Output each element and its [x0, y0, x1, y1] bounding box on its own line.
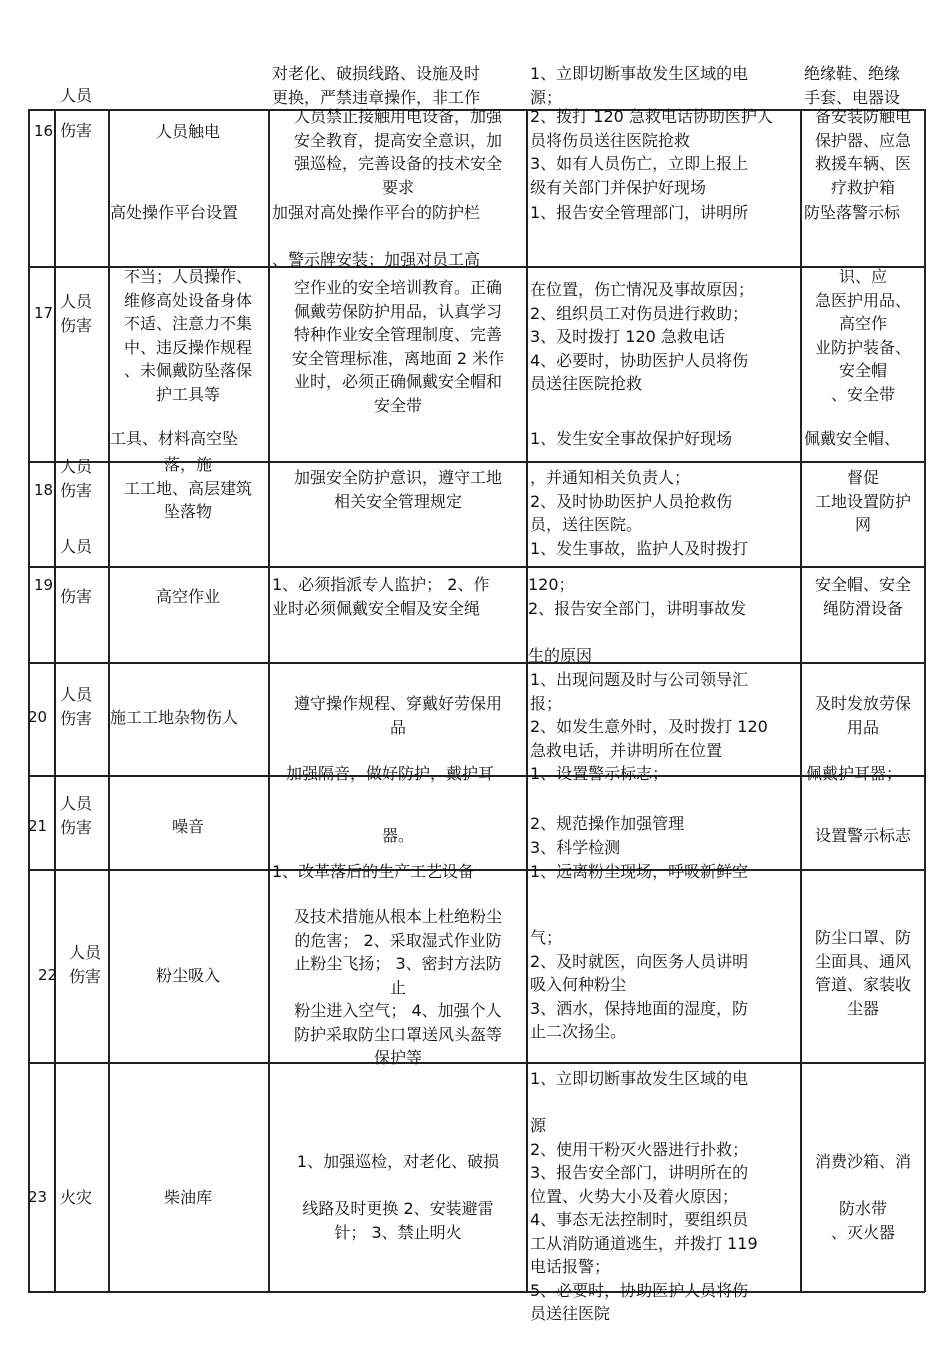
- accident-category: 人员 伤害: [60, 794, 93, 837]
- accident-category: 人员 伤害: [60, 292, 93, 335]
- row-divider: [28, 662, 925, 664]
- top-response: 1、立即切断事故发生区域的电 源；: [530, 64, 749, 107]
- column-divider: [54, 109, 56, 1292]
- emergency-response: 120； 2、报告安全部门，讲明事故发 生的原因: [528, 575, 747, 665]
- protective-equipment-continued: 防坠落警示标: [804, 203, 901, 222]
- accident-category-continued: 人员: [60, 537, 93, 556]
- emergency-response-continued: 1、发生事故，监护人及时拨打: [530, 539, 749, 558]
- top-protection: 绝缘鞋、绝缘 手套、电器设: [804, 64, 901, 107]
- emergency-response-continued: 1、远离粉尘现场，呼吸新鲜空: [530, 862, 749, 881]
- control-measures: 空作业的安全培训教育。正确 佩戴劳保防护用品，认真学习 特种作业安全管理制度、完善 安全管理标准，离地面 2 米作 业时，必须正确佩戴安全帽和 安全带: [291, 278, 505, 415]
- row-number: 17: [34, 304, 54, 322]
- protective-equipment: 备安装防触电 保护器、应急 救援车辆、医 疗救护箱: [814, 107, 911, 197]
- row-number: 20: [28, 708, 48, 726]
- emergency-response-continued: 1、发生安全事故保护好现场: [530, 429, 733, 448]
- hazard-source-continued: 高处操作平台设置: [110, 203, 239, 222]
- column-divider: [924, 109, 926, 1292]
- row-divider: [28, 1291, 925, 1293]
- column-divider: [28, 109, 30, 1292]
- protective-equipment: 及时发放劳保 用品: [814, 694, 911, 737]
- hazard-source: 噪音: [171, 817, 204, 836]
- protective-equipment-continued: 佩戴安全帽、: [804, 429, 901, 448]
- accident-category: 人员 伤害: [60, 685, 93, 728]
- row-number: 18: [34, 481, 54, 499]
- control-measures: 器。: [381, 826, 414, 845]
- protective-equipment: 识、应 急医护用品、 高空作 业防护装备、 安全帽 、安全带: [814, 267, 911, 404]
- accident-category: 伤害: [60, 121, 93, 140]
- row-number: 22: [38, 966, 58, 984]
- emergency-response: 1、出现问题及时与公司领导汇 报； 2、如发生意外时，及时拨打 120 急救电话，并讲明所在位置: [530, 670, 768, 760]
- protective-equipment: 设置警示标志: [814, 826, 911, 845]
- hazard-source: 高空作业: [155, 587, 220, 606]
- row-number: 23: [28, 1188, 48, 1206]
- accident-category: 火灾: [60, 1188, 93, 1207]
- control-measures-continued: 加强隔音，做好防护，戴护耳: [286, 764, 495, 783]
- control-measures: 人员禁止接触用电设备，加强 安全教育，提高安全意识，加 强巡检，完善设备的技术安全 要求: [293, 107, 502, 197]
- row-number: 21: [28, 817, 48, 835]
- row-divider: [28, 566, 925, 568]
- row-divider: [28, 869, 925, 871]
- control-measures-continued: 1、改革落后的生产工艺设备: [272, 862, 475, 881]
- row-number: 19: [34, 576, 54, 594]
- hazard-source: 柴油库: [163, 1188, 212, 1207]
- protective-equipment-continued: 佩戴护耳器；: [806, 764, 903, 783]
- protective-equipment: 督促 工地设置防护 网: [814, 468, 911, 534]
- control-measures: 1、加强巡检，对老化、破损 线路及时更换 2、安装避雷 针； 3、禁止明火: [296, 1152, 500, 1242]
- hazard-source: 人员触电: [155, 122, 220, 141]
- emergency-response-continued: 1、报告安全管理部门，讲明所: [530, 203, 749, 222]
- protective-equipment: 防尘口罩、防 尘面具、通风 管道、家装收 尘器: [814, 928, 911, 1018]
- emergency-response: 在位置，伤亡情况及事故原因； 2、组织员工对伤员进行救助； 3、及时拨打 120 急救电话 4、必要时，协助医护人员将伤 员送往医院抢救: [530, 280, 755, 393]
- control-measures: 遵守操作规程、穿戴好劳保用 品: [293, 694, 502, 737]
- hazard-source: 落，施 工工地、高层建筑 坠落物: [123, 455, 252, 521]
- control-measures: 加强安全防护意识，遵守工地 相关安全管理规定: [293, 468, 502, 511]
- protective-equipment: 安全帽、安全 绳防滑设备: [814, 575, 911, 618]
- control-measures-continued: 加强对高处操作平台的防护栏 、警示牌安装；加强对员工高: [272, 203, 481, 269]
- accident-category: 人员 伤害: [68, 943, 101, 986]
- top-measures: 对老化、破损线路、设施及时 更换，严禁违章操作，非工作: [272, 64, 481, 107]
- accident-category: 伤害: [60, 587, 93, 606]
- hazard-source: 施工工地杂物伤人: [110, 708, 239, 727]
- row-number: 16: [34, 122, 54, 140]
- control-measures: 1、必须指派专人监护； 2、作 业时必须佩戴安全帽及安全绳: [272, 575, 490, 618]
- emergency-response: 2、拨打 120 急救电话协助医护人 员将伤员送往医院抢救 3、如有人员伤亡，立即上报上 级有关部门并保护好现场: [530, 107, 773, 197]
- emergency-response: 1、立即切断事故发生区域的电 源 2、使用干粉灭火器进行扑救； 3、报告安全部门，讲明所在的 位置、火势大小及着火原因； 4、事态无法控制时，要组织员 工从消防通道逃生，并拨打 119 电话报警； 5、必要时，协助医护人员将伤 员送往医院: [530, 1069, 758, 1323]
- protective-equipment: 消费沙箱、消 防水带 、灭火器: [814, 1152, 911, 1242]
- hazard-source-continued: 工具、材料高空坠: [110, 429, 239, 448]
- emergency-response-continued: 1、设置警示标志；: [530, 764, 669, 783]
- emergency-response: ，并通知相关负责人； 2、及时协助医护人员抢救伤 员，送往医院。: [530, 468, 733, 534]
- hazard-source: 不当；人员操作、 维修高处设备身体 不适、注意力不集 中、违反操作规程 、未佩戴防坠落保 护工具等: [123, 267, 252, 404]
- emergency-response: 气； 2、及时就医，向医务人员讲明 吸入何种粉尘 3、洒水，保持地面的湿度，防 止二次扬尘。: [530, 928, 749, 1041]
- column-divider: [526, 109, 528, 1292]
- emergency-response: 2、规范操作加强管理 3、科学检测: [530, 814, 685, 857]
- control-measures: 及技术措施从根本上杜绝粉尘 的危害； 2、采取湿式作业防 止粉尘飞扬； 3、密封方法防 止 粉尘进入空气； 4、加强个人 防护采取防尘口罩送风头盔等 保护等: [293, 907, 502, 1067]
- accident-category: 人员 伤害: [60, 457, 93, 500]
- hazard-source: 粉尘吸入: [155, 966, 220, 985]
- top-category: 人员: [60, 86, 93, 105]
